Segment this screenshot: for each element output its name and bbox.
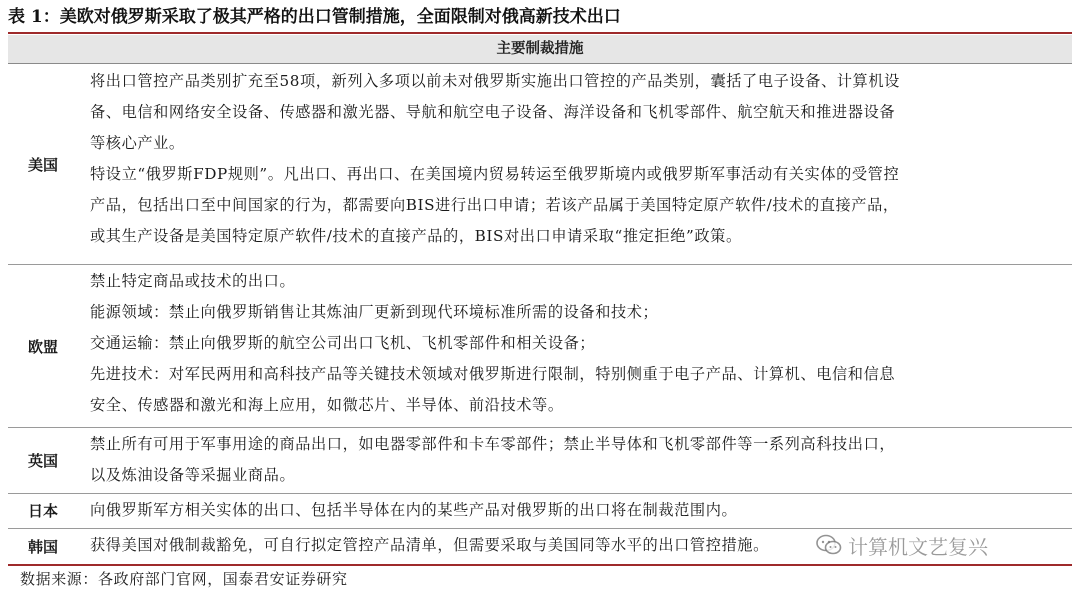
header-rule <box>8 63 1072 64</box>
table-row-japan <box>8 495 1072 526</box>
row-divider <box>8 264 1072 265</box>
bottom-rule <box>8 564 1072 566</box>
measure-line: 获得美国对俄制裁豁免，可自行拟定管控产品清单，但需要采取与美国同等水平的出口管控措施。 <box>90 536 769 554</box>
country-label: 英国 <box>27 452 58 470</box>
measures-text <box>90 495 1068 526</box>
measures-text <box>90 266 1068 421</box>
country-label: 美国 <box>27 155 58 174</box>
row-divider <box>8 427 1072 428</box>
measure-line: 向俄罗斯军方相关实体的出口、包括半导体在内的某些产品对俄罗斯的出口将在制裁范围内。 <box>90 501 738 519</box>
table-row-eu <box>8 266 1072 426</box>
measure-line: 备、电信和网络安全设备、传感器和激光器、导航和航空电子设备、海洋设备和飞机零部件、航空航天和推进器设备 <box>90 103 896 121</box>
measure-line: 特设立“俄罗斯FDP规则”。凡出口、再出口、在美国境内贸易转运至俄罗斯境内或俄罗斯军事活动有关实体的受管控 <box>90 165 900 183</box>
country-label: 欧盟 <box>27 337 58 356</box>
measure-line: 禁止所有可用于军事用途的商品出口，如电器零部件和卡车零部件；禁止半导体和飞机零部件等一系列高科技出口， <box>90 435 896 453</box>
table-row-usa <box>8 66 1072 262</box>
measure-line: 或其生产设备是美国特定原产软件/技术的直接产品的，BIS对出口申请采取“推定拒绝”政策。 <box>90 227 742 245</box>
watermark-text: 计算机文艺复兴 <box>848 534 988 559</box>
measure-line: 禁止特定商品或技术的出口。 <box>90 272 296 290</box>
measure-line: 产品，包括出口至中间国家的行为，都需要向BIS进行出口申请；若该产品属于美国特定原产软件/技术的直接产品， <box>90 196 899 214</box>
row-divider <box>8 528 1072 529</box>
measures-text <box>90 66 1068 252</box>
wechat-icon <box>816 534 842 556</box>
top-rule <box>8 32 1072 34</box>
measure-line: 等核心产业。 <box>90 134 185 152</box>
measure-line: 将出口管控产品类别扩充至58项，新列入多项以前未对俄罗斯实施出口管控的产品类别，囊括了电子设备、计算机设 <box>90 72 900 90</box>
watermark <box>816 531 988 559</box>
measure-line: 交通运输：禁止向俄罗斯的航空公司出口飞机、飞机零部件和相关设备； <box>90 334 596 352</box>
country-label: 韩国 <box>27 537 58 556</box>
table-title: 表 1：美欧对俄罗斯采取了极其严格的出口管制措施，全面限制对俄高新技术出口 <box>8 7 621 27</box>
measure-line: 安全、传感器和激光和海上应用，如微芯片、半导体、前沿技术等。 <box>90 396 564 414</box>
row-divider <box>8 493 1072 494</box>
measure-line: 先进技术：对军民两用和高科技产品等关键技术领域对俄罗斯进行限制，特别侧重于电子产品、计算机、电信和信息 <box>90 365 896 383</box>
data-source: 数据来源：各政府部门官网，国泰君安证券研究 <box>20 570 348 588</box>
table-row-uk <box>8 429 1072 492</box>
measure-line: 能源领域：禁止向俄罗斯销售让其炼油厂更新到现代环境标准所需的设备和技术； <box>90 303 659 321</box>
table-header: 主要制裁措施 <box>8 35 1072 63</box>
measures-text <box>90 429 1068 491</box>
measure-line: 以及炼油设备等采掘业商品。 <box>90 466 296 484</box>
country-label: 日本 <box>27 502 58 520</box>
